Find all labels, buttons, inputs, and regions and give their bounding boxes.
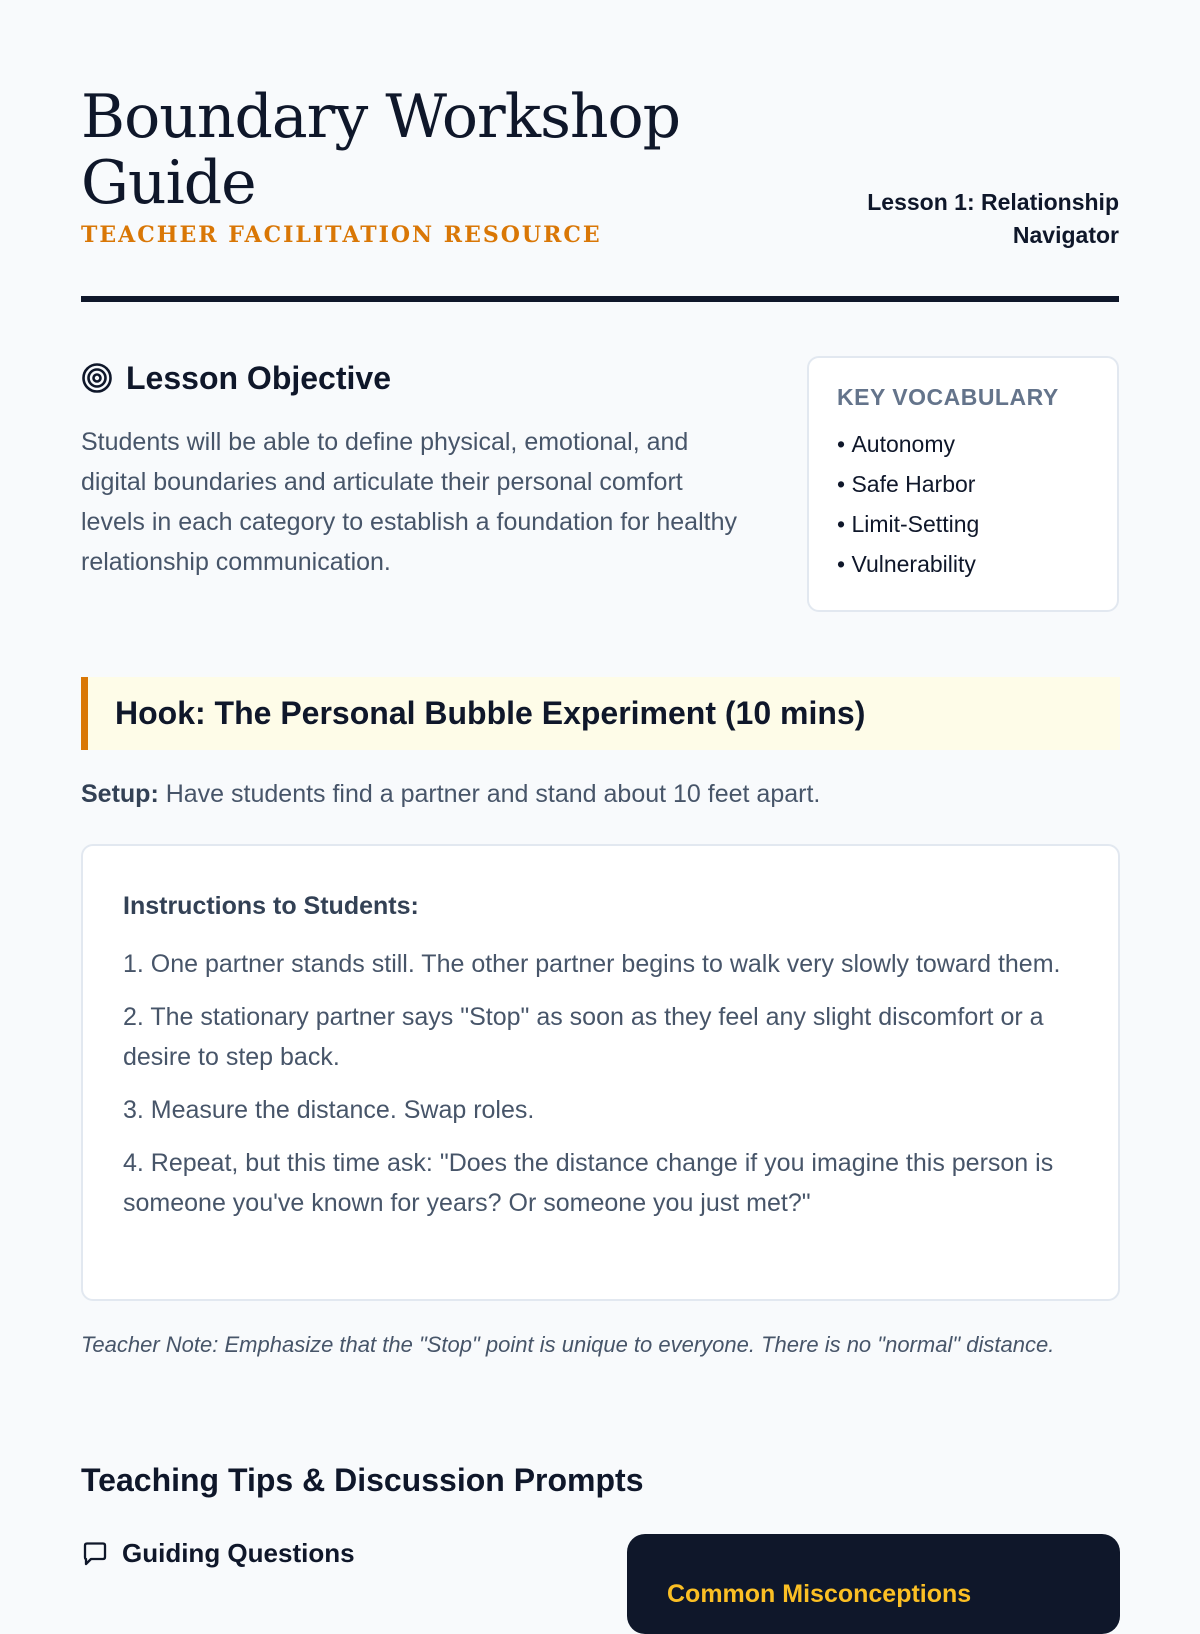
vocabulary-list xyxy=(837,424,1091,584)
page-title: Boundary Workshop Guide xyxy=(81,82,681,218)
objective-section xyxy=(81,302,1119,672)
misconceptions-title: Common Misconceptions xyxy=(667,1580,972,1608)
page-subtitle: TEACHER FACILITATION RESOURCE xyxy=(81,222,602,248)
instruction-step: 2. The stationary partner says "Stop" as soon as they feel any slight discomfort or a desire to step back. xyxy=(123,1003,1044,1071)
guiding-questions-label: Guiding Questions xyxy=(122,1538,355,1568)
instruction-step: 3. Measure the distance. Swap roles. xyxy=(123,1096,535,1124)
vocabulary-item: • Limit-Setting xyxy=(837,504,1091,544)
instruction-step: 4. Repeat, but this time ask: "Does the distance change if you imagine this person is someone you've known for years? Or someone you just met?" xyxy=(123,1149,1054,1217)
teaching-tips-heading: Teaching Tips & Discussion Prompts xyxy=(81,1462,644,1498)
setup-label: Setup: xyxy=(81,780,159,808)
guiding-questions-heading xyxy=(81,1538,355,1569)
hook-title: Hook: The Personal Bubble Experiment (10 mins) xyxy=(115,695,866,731)
key-vocabulary-card xyxy=(807,356,1119,612)
objective-text: Students will be able to define physical, emotional, and digital boundaries and articulate their personal comfort levels in each category to establish a foundation for healthy relationship communication. xyxy=(81,428,737,576)
vocabulary-title: KEY VOCABULARY xyxy=(837,384,1059,410)
instruction-steps xyxy=(123,944,1078,1223)
vocabulary-item: • Safe Harbor xyxy=(837,464,1091,504)
target-icon xyxy=(81,362,113,394)
document-header xyxy=(81,0,1119,302)
objective-title: Lesson Objective xyxy=(126,359,391,396)
lesson-objective xyxy=(81,358,741,582)
common-misconceptions-card xyxy=(627,1534,1120,1634)
vocabulary-item: • Autonomy xyxy=(837,424,1091,464)
setup-text: Have students find a partner and stand about 10 feet apart. xyxy=(158,780,821,808)
teacher-note: Teacher Note: Emphasize that the "Stop" point is unique to everyone. There is no "normal" distance. xyxy=(81,1332,1055,1357)
chat-bubble-icon xyxy=(81,1540,109,1568)
lesson-label: Lesson 1: Relationship Navigator xyxy=(867,189,1119,248)
instructions-heading: Instructions to Students: xyxy=(123,892,419,920)
vocabulary-item: • Vulnerability xyxy=(837,544,1091,584)
instructions-card xyxy=(81,844,1120,1301)
objective-heading xyxy=(81,358,741,398)
hook-banner xyxy=(81,677,1120,750)
setup-line xyxy=(81,780,820,809)
instruction-step: 1. One partner stands still. The other partner begins to walk very slowly toward them. xyxy=(123,950,1061,978)
